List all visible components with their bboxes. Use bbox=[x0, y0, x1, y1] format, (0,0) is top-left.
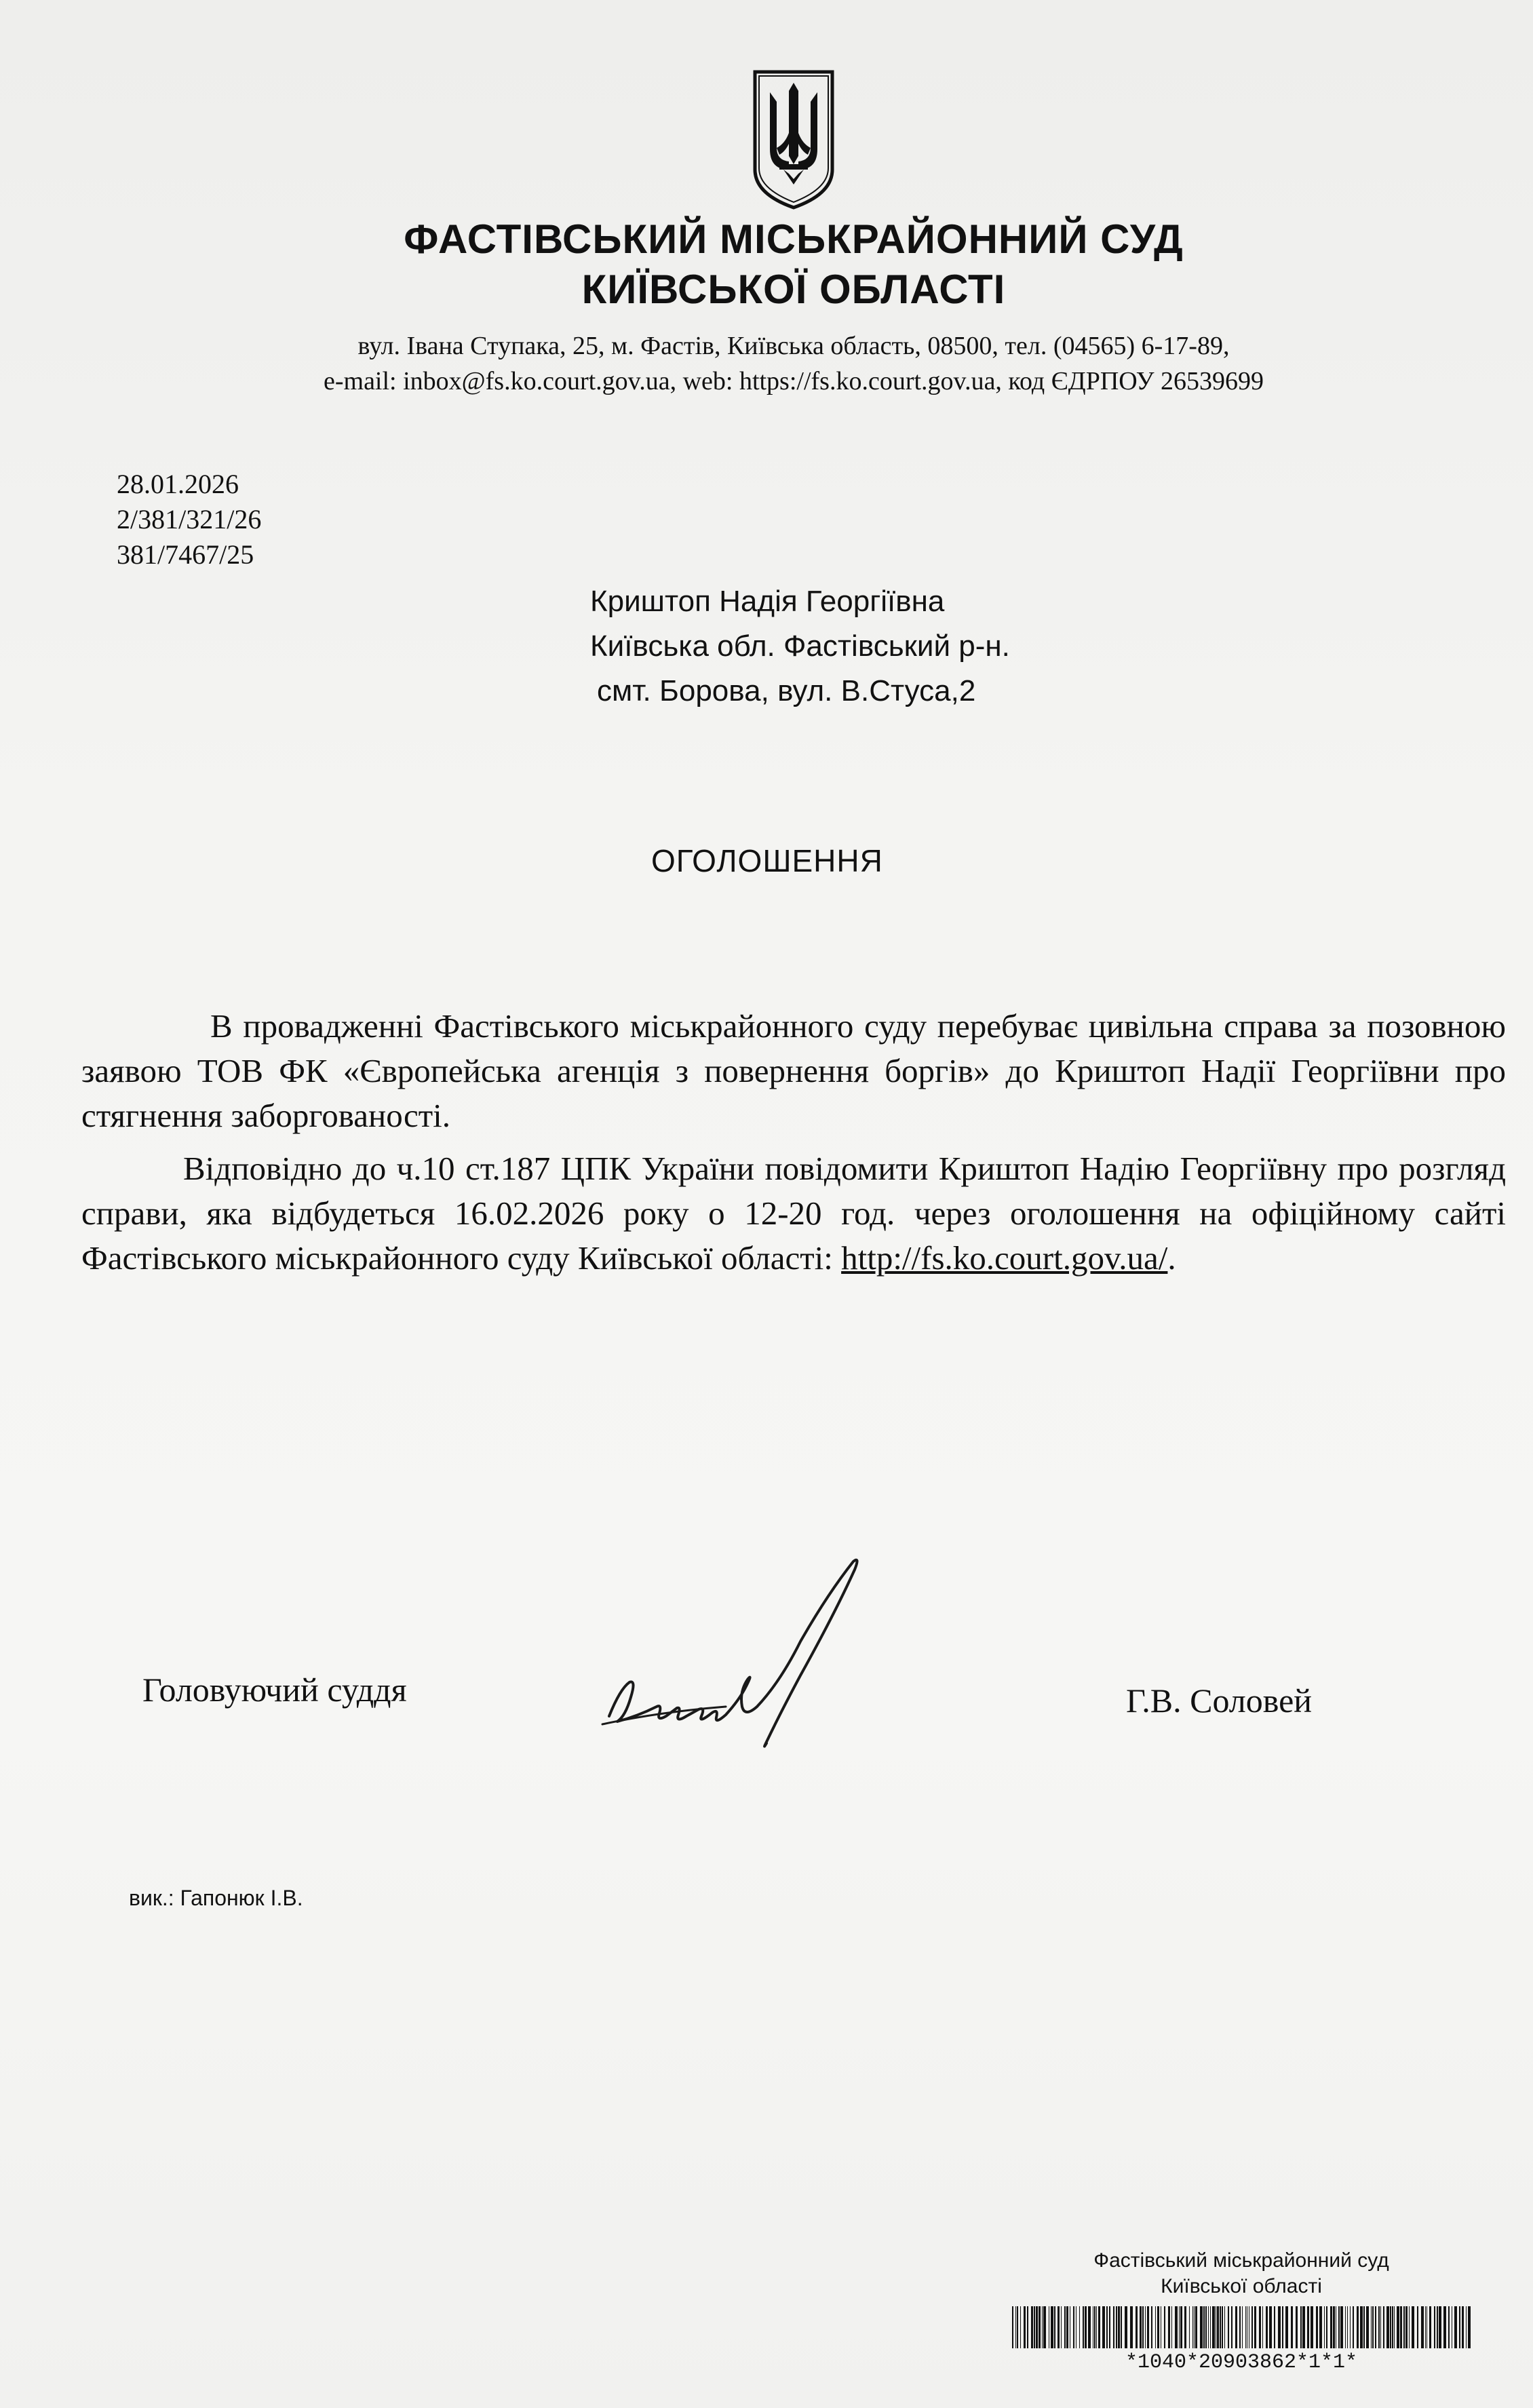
barcode-bar bbox=[1195, 2306, 1197, 2348]
handwritten-signature bbox=[597, 1547, 916, 1764]
court-contact-email-web: e-mail: inbox@fs.ko.court.gov.ua, web: https://fs.ko.court.gov.ua, код ЄДРПОУ 26539699 bbox=[323, 367, 1264, 395]
barcode-bar bbox=[1096, 2306, 1097, 2348]
barcode-bar bbox=[1121, 2306, 1122, 2348]
barcode-bar bbox=[1330, 2306, 1332, 2348]
barcode-bar bbox=[1390, 2306, 1391, 2348]
barcode-bar bbox=[1245, 2306, 1246, 2348]
barcode-bar bbox=[1083, 2306, 1084, 2348]
barcode-bar bbox=[1274, 2306, 1275, 2348]
barcode-bar bbox=[1228, 2306, 1229, 2348]
barcode-bar bbox=[1235, 2306, 1237, 2348]
barcode-bar bbox=[1360, 2306, 1363, 2348]
barcode-bar bbox=[1412, 2306, 1414, 2348]
barcode-bar bbox=[1192, 2306, 1193, 2348]
case-number: 381/7467/25 bbox=[117, 539, 254, 570]
barcode-bar bbox=[1205, 2306, 1207, 2348]
barcode-bar bbox=[1357, 2306, 1359, 2348]
barcode-bar bbox=[1353, 2306, 1354, 2348]
executor-name: вик.: Гапонюк І.В. bbox=[129, 1886, 303, 1910]
barcode-bar bbox=[1443, 2306, 1446, 2348]
barcode-bar bbox=[1466, 2306, 1467, 2348]
barcode-bar bbox=[1326, 2306, 1327, 2348]
barcode-bar bbox=[1282, 2306, 1283, 2348]
barcode-bar bbox=[1116, 2306, 1117, 2348]
barcode-bar bbox=[1409, 2306, 1410, 2348]
barcode-bar bbox=[1462, 2306, 1464, 2348]
barcode-bar bbox=[1421, 2306, 1424, 2348]
barcode-bar bbox=[1437, 2306, 1438, 2348]
barcode-bar bbox=[1403, 2306, 1405, 2348]
judge-name: Г.В. Соловей bbox=[1126, 1682, 1313, 1720]
barcode-bar bbox=[1155, 2306, 1156, 2348]
barcode-bar bbox=[1118, 2306, 1120, 2348]
barcode-bar bbox=[1064, 2306, 1066, 2348]
barcode-bar bbox=[1168, 2306, 1170, 2348]
stamp-court-name: Фастівський міськрайонний суд bbox=[1093, 2249, 1389, 2272]
barcode-bar bbox=[1220, 2306, 1221, 2348]
barcode bbox=[1011, 2306, 1472, 2348]
barcode-bar bbox=[1054, 2306, 1055, 2348]
barcode-bar bbox=[1189, 2306, 1190, 2348]
barcode-bar bbox=[1338, 2306, 1340, 2348]
barcode-bar bbox=[1350, 2306, 1351, 2348]
barcode-bar bbox=[1307, 2306, 1309, 2348]
addressee-region: Київська обл. Фастівський р-н. bbox=[590, 629, 1010, 663]
barcode-bar bbox=[1194, 2306, 1195, 2348]
barcode-bar bbox=[1034, 2306, 1035, 2348]
barcode-bar bbox=[1136, 2306, 1138, 2348]
barcode-bar bbox=[1106, 2306, 1108, 2348]
barcode-bar bbox=[1242, 2306, 1243, 2348]
barcode-bar bbox=[1468, 2306, 1471, 2348]
barcode-bar bbox=[1179, 2306, 1180, 2348]
barcode-bar bbox=[1147, 2306, 1149, 2348]
barcode-bar bbox=[1448, 2306, 1450, 2348]
barcode-bar bbox=[1296, 2306, 1298, 2348]
barcode-bar bbox=[1024, 2306, 1026, 2348]
barcode-bar bbox=[1020, 2306, 1021, 2348]
barcode-bar bbox=[1231, 2306, 1233, 2348]
document-body bbox=[81, 1004, 1506, 1281]
court-name-line2: КИЇВСЬКОЇ ОБЛАСТІ bbox=[581, 267, 1006, 312]
barcode-bar bbox=[1425, 2306, 1426, 2348]
barcode-bar bbox=[1459, 2306, 1460, 2348]
barcode-bar bbox=[1333, 2306, 1335, 2348]
barcode-bar bbox=[1324, 2306, 1325, 2348]
trident-coat-of-arms-icon bbox=[750, 68, 838, 210]
barcode-bar bbox=[1085, 2306, 1087, 2348]
barcode-bar bbox=[1151, 2306, 1152, 2348]
signature-role: Головуючий суддя bbox=[142, 1671, 407, 1709]
barcode-bar bbox=[1043, 2306, 1046, 2348]
barcode-bar bbox=[1031, 2306, 1033, 2348]
barcode-bar bbox=[1269, 2306, 1272, 2348]
barcode-bar bbox=[1319, 2306, 1322, 2348]
barcode-bar bbox=[1184, 2306, 1186, 2348]
barcode-bar bbox=[1392, 2306, 1393, 2348]
barcode-bar bbox=[1300, 2306, 1302, 2348]
barcode-bar bbox=[1164, 2306, 1165, 2348]
court-contact-address: вул. Івана Ступака, 25, м. Фастів, Київська область, 08500, тел. (04565) 6-17-89, bbox=[357, 332, 1230, 360]
barcode-bar bbox=[1291, 2306, 1293, 2348]
body-paragraph-1: В провадженні Фастівського міськрайонного суду перебуває цивільна справа за позовною заявою ТОВ ФК «Європейська агенція з повернення боргів» до Криштоп Надії Георгіївни про стягнення заборгованості. bbox=[81, 1007, 1506, 1134]
barcode-bar bbox=[1417, 2306, 1418, 2348]
barcode-bar bbox=[1394, 2306, 1395, 2348]
barcode-bar bbox=[1142, 2306, 1144, 2348]
barcode-bar bbox=[1372, 2306, 1374, 2348]
barcode-bar bbox=[1061, 2306, 1062, 2348]
barcode-bar bbox=[1057, 2306, 1060, 2348]
barcode-bar bbox=[1208, 2306, 1209, 2348]
barcode-bar bbox=[1036, 2306, 1038, 2348]
outgoing-number: 2/381/321/26 bbox=[117, 504, 262, 535]
barcode-bar bbox=[1088, 2306, 1091, 2348]
barcode-bar bbox=[1454, 2306, 1457, 2348]
barcode-bar bbox=[1157, 2306, 1159, 2348]
barcode-bar bbox=[1180, 2306, 1182, 2348]
barcode-bar bbox=[1145, 2306, 1146, 2348]
barcode-bar bbox=[1039, 2306, 1041, 2348]
barcode-bar bbox=[1311, 2306, 1313, 2348]
barcode-bar bbox=[1251, 2306, 1253, 2348]
barcode-bar bbox=[1102, 2306, 1105, 2348]
court-website-link[interactable]: http://fs.ko.court.gov.ua/ bbox=[841, 1239, 1168, 1277]
barcode-bar bbox=[1439, 2306, 1441, 2348]
barcode-bar bbox=[1434, 2306, 1435, 2348]
barcode-bar bbox=[1222, 2306, 1223, 2348]
barcode-bar bbox=[1340, 2306, 1343, 2348]
barcode-bar bbox=[1113, 2306, 1114, 2348]
barcode-bar bbox=[1098, 2306, 1100, 2348]
barcode-bar bbox=[1212, 2306, 1215, 2348]
barcode-bar bbox=[1400, 2306, 1402, 2348]
paragraph-2-end: . bbox=[1167, 1239, 1176, 1277]
barcode-bar bbox=[1316, 2306, 1318, 2348]
barcode-bar bbox=[1239, 2306, 1241, 2348]
barcode-bar bbox=[1079, 2306, 1080, 2348]
barcode-bar bbox=[1262, 2306, 1263, 2348]
barcode-bar bbox=[1397, 2306, 1399, 2348]
barcode-bar bbox=[1171, 2306, 1172, 2348]
barcode-bar bbox=[1140, 2306, 1142, 2348]
barcode-bar bbox=[1200, 2306, 1203, 2348]
barcode-bar bbox=[1027, 2306, 1028, 2348]
barcode-bar bbox=[1375, 2306, 1376, 2348]
barcode-bar bbox=[1125, 2306, 1127, 2348]
stamp-court-region: Київської області bbox=[1161, 2275, 1322, 2297]
barcode-bar bbox=[1278, 2306, 1281, 2348]
barcode-bar bbox=[1109, 2306, 1110, 2348]
barcode-bar bbox=[1302, 2306, 1305, 2348]
barcode-bar bbox=[1130, 2306, 1133, 2348]
barcode-bar bbox=[1217, 2306, 1219, 2348]
barcode-bar bbox=[1224, 2306, 1225, 2348]
barcode-bar bbox=[1094, 2306, 1095, 2348]
barcode-bar bbox=[1017, 2306, 1018, 2348]
barcode-bar bbox=[1386, 2306, 1389, 2348]
barcode-bar bbox=[1345, 2306, 1346, 2348]
barcode-bar bbox=[1383, 2306, 1384, 2348]
barcode-bar bbox=[1429, 2306, 1431, 2348]
barcode-bar bbox=[1363, 2306, 1365, 2348]
barcode-bar bbox=[1366, 2306, 1369, 2348]
barcode-bar bbox=[1015, 2306, 1016, 2348]
barcode-bar bbox=[1405, 2306, 1408, 2348]
barcode-bar bbox=[1210, 2306, 1211, 2348]
addressee-address: смт. Борова, вул. В.Стуса,2 bbox=[597, 674, 976, 707]
barcode-bar bbox=[1051, 2306, 1053, 2348]
barcode-bar bbox=[1042, 2306, 1043, 2348]
court-name-line1: ФАСТІВСЬКИЙ МІСЬКРАЙОННИЙ СУД bbox=[404, 216, 1184, 262]
barcode-number: *1040*20903862*1*1* bbox=[1125, 2351, 1358, 2374]
barcode-bar bbox=[1073, 2306, 1074, 2348]
barcode-bar bbox=[1203, 2306, 1205, 2348]
barcode-bar bbox=[1175, 2306, 1178, 2348]
barcode-bar bbox=[1266, 2306, 1268, 2348]
barcode-bar bbox=[1012, 2306, 1013, 2348]
addressee-name: Криштоп Надія Георгіївна bbox=[590, 585, 945, 618]
barcode-bar bbox=[1285, 2306, 1288, 2348]
barcode-bar bbox=[1066, 2306, 1068, 2348]
barcode-bar bbox=[1380, 2306, 1381, 2348]
body-paragraph-2 bbox=[81, 1146, 1506, 1281]
barcode-bar bbox=[1371, 2306, 1372, 2348]
barcode-bar bbox=[1378, 2306, 1380, 2348]
barcode-bar bbox=[1347, 2306, 1348, 2348]
document-title: ОГОЛОШЕННЯ bbox=[651, 843, 883, 878]
barcode-bar bbox=[1254, 2306, 1256, 2348]
document-date: 28.01.2026 bbox=[117, 469, 239, 499]
barcode-bar bbox=[1259, 2306, 1261, 2348]
paragraph-2-text: Відповідно до ч.10 ст.187 ЦПК України повідомити Криштоп Надію Георгіївну про розгляд справи, яка відбудеться 16.02.2026 року о 12-20 год. через оголошення на офіційному сайті Фастівського міськрайонного суду Київської області: bbox=[81, 1150, 1506, 1277]
